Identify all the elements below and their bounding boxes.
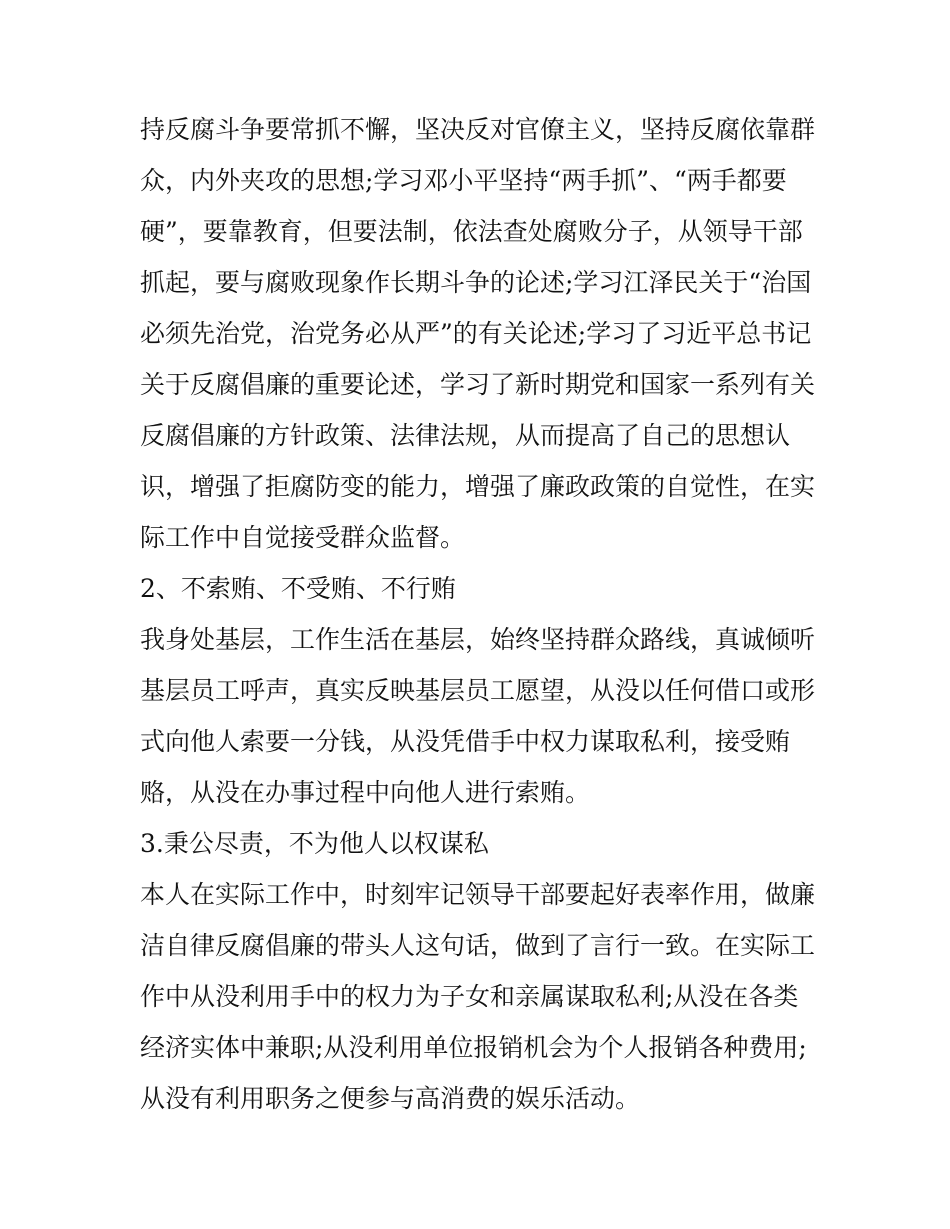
text-line: 经济实体中兼职;从没利用单位报销机会为个人报销各种费用; bbox=[140, 1033, 807, 1062]
text-line: 基层员工呼声，真实反映基层员工愿望，从没以任何借口或形 bbox=[140, 676, 816, 705]
text-line: 反腐倡廉的方针政策、法律法规，从而提高了自己的思想认 bbox=[140, 421, 791, 450]
text-line: 赂，从没在办事过程中向他人进行索贿。 bbox=[140, 778, 591, 807]
section-heading: 3.秉公尽责，不为他人以权谋私 bbox=[140, 829, 489, 858]
text-line: 关于反腐倡廉的重要论述，学习了新时期党和国家一系列有关 bbox=[140, 370, 816, 399]
text-line: 洁自律反腐倡廉的带头人这句话，做到了言行一致。在实际工 bbox=[140, 931, 816, 960]
text-line: 从没有利用职务之便参与高消费的娱乐活动。 bbox=[140, 1084, 641, 1113]
text-line: 本人在实际工作中，时刻牢记领导干部要起好表率作用，做廉 bbox=[140, 880, 816, 909]
text-line: 识，增强了拒腐防变的能力，增强了廉政政策的自觉性，在实 bbox=[140, 472, 816, 501]
text-line: 式向他人索要一分钱，从没凭借手中权力谋取私利，接受贿 bbox=[140, 727, 791, 756]
text-line: 必须先治党，治党务必从严”的有关论述;学习了习近平总书记 bbox=[140, 319, 812, 348]
section-heading: 2、不索贿、不受贿、不行贿 bbox=[140, 574, 456, 603]
text-line: 我身处基层，工作生活在基层，始终坚持群众路线，真诚倾听 bbox=[140, 625, 816, 654]
text-line: 众，内外夹攻的思想;学习邓小平坚持“两手抓”、“两手都要 bbox=[140, 166, 787, 195]
text-line: 持反腐斗争要常抓不懈，坚决反对官僚主义，坚持反腐依靠群 bbox=[140, 115, 816, 144]
text-line: 硬”，要靠教育，但要法制，依法查处腐败分子，从领导干部 bbox=[140, 217, 803, 246]
text-line: 作中从没利用手中的权力为子女和亲属谋取私利;从没在各类 bbox=[140, 982, 799, 1011]
text-line: 抓起，要与腐败现象作长期斗争的论述;学习江泽民关于“治国 bbox=[140, 268, 812, 297]
body-text bbox=[140, 104, 820, 1124]
text-line: 际工作中自觉接受群众监督。 bbox=[140, 523, 466, 552]
